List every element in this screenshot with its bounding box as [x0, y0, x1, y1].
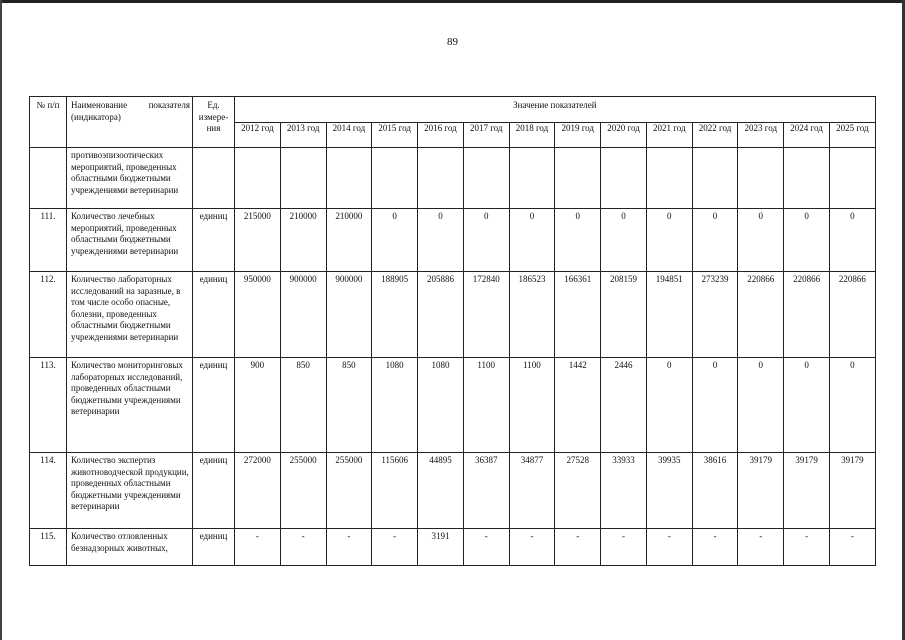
row-value: 0 [555, 209, 601, 272]
row-value: 188905 [372, 272, 418, 358]
header-values: Значение показателей [235, 97, 876, 123]
row-indicator-name: Количество лечебных мероприятий, проведенных областными бюджетными учреждениями ветеринарии [67, 209, 193, 272]
row-value [418, 148, 464, 209]
row-value: - [601, 529, 647, 566]
row-value: 36387 [463, 453, 509, 529]
header-name: Наименование показателя (индикатора) [67, 97, 193, 148]
row-value [280, 148, 326, 209]
header-row [30, 97, 876, 123]
row-value: 220866 [738, 272, 784, 358]
header-num: № п/п [30, 97, 67, 148]
row-value: 215000 [235, 209, 281, 272]
row-value [829, 148, 875, 209]
row-value [784, 148, 830, 209]
row-value: - [555, 529, 601, 566]
row-value: 194851 [646, 272, 692, 358]
row-value: - [509, 529, 555, 566]
row-value: 255000 [280, 453, 326, 529]
row-value: 208159 [601, 272, 647, 358]
row-unit: единиц [193, 529, 235, 566]
header-year: 2024 год [784, 123, 830, 148]
row-value: 0 [418, 209, 464, 272]
row-value: 0 [784, 209, 830, 272]
page-number: 89 [447, 36, 458, 48]
row-value: 850 [280, 358, 326, 453]
row-number [30, 148, 67, 209]
row-value: 1100 [509, 358, 555, 453]
row-value: 39179 [829, 453, 875, 529]
row-value: 0 [692, 358, 738, 453]
row-value [326, 148, 372, 209]
row-value: 172840 [463, 272, 509, 358]
row-unit: единиц [193, 358, 235, 453]
header-year: 2025 год [829, 123, 875, 148]
row-value: 39179 [738, 453, 784, 529]
row-indicator-name: Количество мониторинговых лабораторных исследований, проведенных областными бюджетными учреждениями ветеринарии [67, 358, 193, 453]
row-value [738, 148, 784, 209]
row-value: 34877 [509, 453, 555, 529]
row-value: 0 [738, 358, 784, 453]
row-unit: единиц [193, 209, 235, 272]
row-number: 112. [30, 272, 67, 358]
row-value [646, 148, 692, 209]
header-year: 2017 год [463, 123, 509, 148]
row-value: 1080 [418, 358, 464, 453]
row-value: - [326, 529, 372, 566]
row-value: - [235, 529, 281, 566]
row-value: 900000 [326, 272, 372, 358]
header-year: 2013 год [280, 123, 326, 148]
row-indicator-name: Количество экспертиз животноводческой продукции, проведенных областными бюджетными учреждениями ветеринарии [67, 453, 193, 529]
row-number: 113. [30, 358, 67, 453]
row-value: - [372, 529, 418, 566]
row-value: 205886 [418, 272, 464, 358]
header-unit: Ед. измере-ния [193, 97, 235, 148]
scan-edge-left [0, 0, 2, 640]
row-value: 273239 [692, 272, 738, 358]
row-value: 900 [235, 358, 281, 453]
row-unit: единиц [193, 453, 235, 529]
row-value: 0 [829, 209, 875, 272]
header-year: 2022 год [692, 123, 738, 148]
row-value: 0 [738, 209, 784, 272]
row-unit: единиц [193, 272, 235, 358]
row-value: - [463, 529, 509, 566]
header-year: 2021 год [646, 123, 692, 148]
row-value [601, 148, 647, 209]
row-value: - [784, 529, 830, 566]
table-row [30, 453, 876, 529]
table-row [30, 148, 876, 209]
row-value: 950000 [235, 272, 281, 358]
row-unit [193, 148, 235, 209]
row-value: 0 [784, 358, 830, 453]
row-value: 2446 [601, 358, 647, 453]
row-indicator-name: Количество лабораторных исследований на заразные, в том числе особо опасные, болезни, проведенных областными бюджетными учреждениями ветеринарии [67, 272, 193, 358]
header-year: 2014 год [326, 123, 372, 148]
row-number: 115. [30, 529, 67, 566]
row-value: 1442 [555, 358, 601, 453]
row-value: 900000 [280, 272, 326, 358]
row-value [235, 148, 281, 209]
row-number: 114. [30, 453, 67, 529]
row-value: 44895 [418, 453, 464, 529]
header-year: 2023 год [738, 123, 784, 148]
header-year: 2012 год [235, 123, 281, 148]
table-row [30, 209, 876, 272]
table-row [30, 529, 876, 566]
row-value: 1080 [372, 358, 418, 453]
row-value: 0 [463, 209, 509, 272]
row-value [555, 148, 601, 209]
row-value: 0 [646, 358, 692, 453]
header-year: 2018 год [509, 123, 555, 148]
header-year: 2015 год [372, 123, 418, 148]
row-value: 39179 [784, 453, 830, 529]
row-value: 272000 [235, 453, 281, 529]
row-value: 39935 [646, 453, 692, 529]
row-value: 1100 [463, 358, 509, 453]
scan-edge-top [0, 0, 905, 3]
row-value: - [738, 529, 784, 566]
table-body [30, 148, 876, 566]
row-value: 33933 [601, 453, 647, 529]
row-value: 220866 [784, 272, 830, 358]
row-value: 220866 [829, 272, 875, 358]
row-value: 0 [692, 209, 738, 272]
row-value: 0 [601, 209, 647, 272]
row-number: 111. [30, 209, 67, 272]
row-value: 115606 [372, 453, 418, 529]
row-indicator-name: противоэпизоотических мероприятий, проведенных областными бюджетными учреждениями ветеринарии [67, 148, 193, 209]
row-value: 850 [326, 358, 372, 453]
row-value: 210000 [326, 209, 372, 272]
row-value: 0 [509, 209, 555, 272]
row-value [509, 148, 555, 209]
row-value: 3191 [418, 529, 464, 566]
row-value [692, 148, 738, 209]
header-year: 2020 год [601, 123, 647, 148]
row-value: 27528 [555, 453, 601, 529]
row-value: 38616 [692, 453, 738, 529]
row-value [372, 148, 418, 209]
row-value: - [692, 529, 738, 566]
row-value: 186523 [509, 272, 555, 358]
header-year: 2016 год [418, 123, 464, 148]
row-value: 255000 [326, 453, 372, 529]
table-row [30, 272, 876, 358]
row-value [463, 148, 509, 209]
row-value: 210000 [280, 209, 326, 272]
row-indicator-name: Количество отловленных безнадзорных животных, [67, 529, 193, 566]
row-value: 0 [372, 209, 418, 272]
row-value: - [646, 529, 692, 566]
row-value: 166361 [555, 272, 601, 358]
row-value: 0 [646, 209, 692, 272]
row-value: 0 [829, 358, 875, 453]
row-value: - [280, 529, 326, 566]
indicators-table [29, 96, 876, 566]
header-year: 2019 год [555, 123, 601, 148]
table-row [30, 358, 876, 453]
row-value: - [829, 529, 875, 566]
